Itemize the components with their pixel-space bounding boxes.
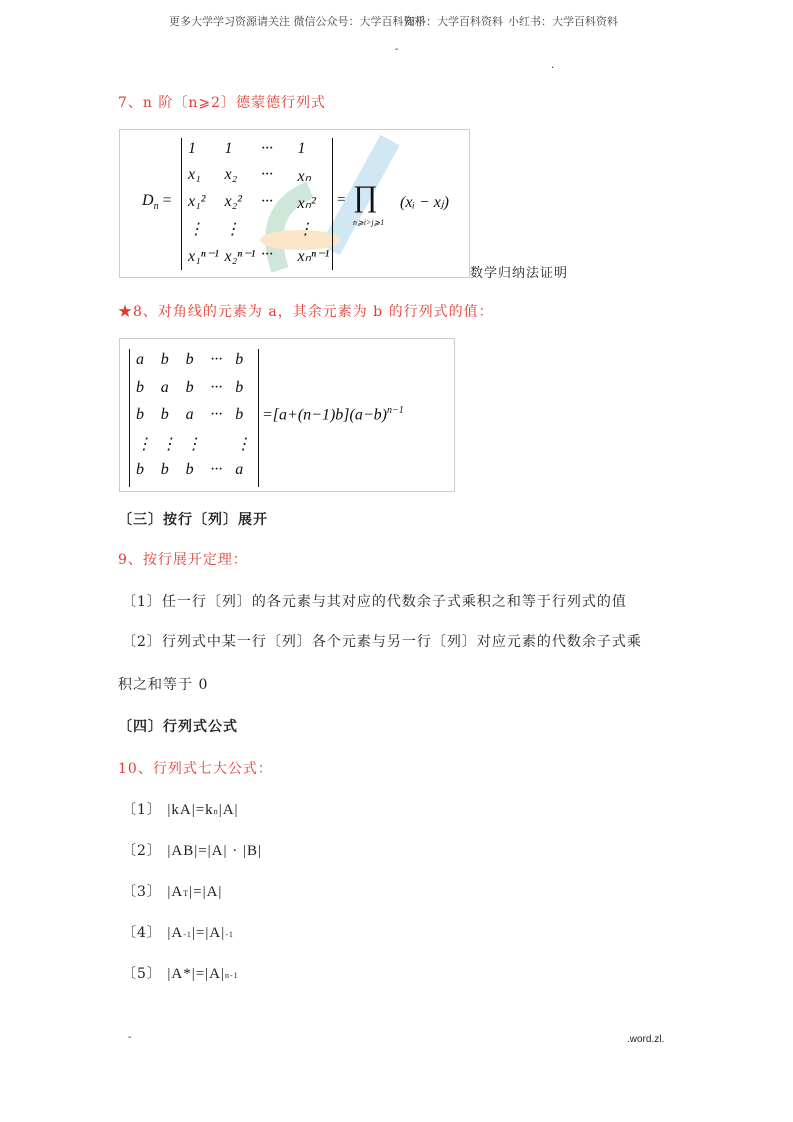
formula-subscript: -1 [183,930,192,939]
footer-right: .word.zl. [627,1034,665,1045]
matrix-cell: ··· [261,166,273,184]
matrix-cell: ⋮ [185,435,202,453]
section-7-title: 7、n 阶〔n⩾2〕德蒙德行列式 [118,95,327,111]
theorem-point-2: 〔2〕行列式中某一行〔列〕各个元素与另一行〔列〕对应元素的代数余子式乘 [122,634,642,650]
matrix-cell: ··· [210,406,223,424]
matrix-cell: ⋮ [136,435,152,453]
matrix-cell: b [235,378,244,396]
product-range: n⩾i>j⩾1 [353,218,385,227]
matrix-cell: ⋮ [224,221,241,239]
formula-text-2: |=|A| [189,884,223,900]
formula-number: 〔3〕 [122,884,162,900]
section-9-title: 9、按行展开定理： [118,552,248,568]
matrix-cell: b [185,351,194,368]
matrix-cell: 1 [297,140,306,157]
diagonal-matrix [132,349,256,487]
matrix-cell: xₙⁿ⁻¹ [297,247,330,265]
matrix-cell: b [235,351,244,368]
section-10-title: 10、行列式七大公式： [118,761,273,777]
section-4-heading: 〔四〕行列式公式 [118,719,238,735]
formula-number: 〔4〕 [122,925,162,941]
diagonal-rhs: $=[a+(n-1)b](a-b)^{n-1}$ [262,405,404,424]
header-zhihu: 知乎：大学百科资料 [404,15,503,28]
matrix-cell: ··· [261,140,273,157]
formula-number: 〔5〕 [122,966,162,982]
theorem-point-2-cont: 积之和等于 0 [118,677,209,693]
matrix-cell: ··· [210,378,223,396]
section-8-title: ★8、对角线的元素为 a，其余元素为 b 的行列式的值： [118,304,494,320]
formula-number: 〔1〕 [122,802,162,818]
matrix-cell: x₁² [188,192,206,210]
matrix-cell: b [136,378,144,396]
vandermonde-lhs: $D_n$ = [142,192,172,213]
matrix-cell: b [136,461,144,479]
matrix-cell: b [160,461,169,479]
diagonal-determinant-formula [119,338,455,492]
matrix-cell: ··· [210,351,223,368]
vandermonde-matrix [184,138,330,270]
footer-left: - [128,1032,132,1043]
matrix-cell: a [160,378,169,396]
header-dot: . [551,60,555,71]
header-promo: 更多大学学习资源请关注 微信公众号：大学百科资料 [169,15,426,28]
product-symbol: ∏ [353,180,378,213]
matrix-cell: x₁ⁿ⁻¹ [188,247,219,265]
matrix-cell: 1 [224,140,233,157]
matrix-cell: ··· [261,192,273,210]
formula-item [122,799,239,819]
formula-text: |kA|=k [167,802,214,818]
matrix-cell: 1 [188,140,196,157]
header-dash: - [395,44,399,55]
formula-text: |A [167,925,184,941]
matrix-cell: a [185,406,194,424]
matrix-cell: x₁ [188,166,201,184]
matrix-cell: ⋮ [235,435,252,453]
formula-item [122,840,262,860]
matrix-cell: xₙ² [297,194,316,212]
formula-subscript: T [183,889,190,898]
section-3-heading: 〔三〕按行〔列〕展开 [118,512,268,528]
formula-text: |A [167,884,184,900]
formula-text-2: |A| [218,802,239,818]
formula-number: 〔2〕 [122,843,162,859]
matrix-cell: b [136,406,144,424]
formula-item [122,963,239,983]
induction-note: 数学归纳法证明 [470,266,569,281]
matrix-cell: ⋮ [297,221,314,239]
matrix-cell: xₙ [297,168,311,186]
matrix-cell: a [136,351,144,368]
theorem-point-1: 〔1〕任一行〔列〕的各元素与其对应的代数余子式乘积之和等于行列式的值 [122,594,627,610]
formula-subscript-2: -1 [225,930,234,939]
matrix-cell: b [185,461,194,479]
matrix-cell: b [235,406,244,424]
formula-subscript: n [213,807,219,816]
matrix-cell: b [185,378,194,396]
matrix-cell: ··· [261,245,273,263]
matrix-cell: x₂² [224,192,242,210]
matrix-cell: ⋮ [188,221,204,239]
formula-text-2: |=|A| [191,925,226,941]
matrix-cell: x₂ [224,166,238,184]
formula-text: |AB|=|A| · |B| [167,843,263,859]
header-xiaohongshu: 小红书：大学百科资料 [508,15,618,28]
matrix-cell: b [160,351,169,368]
formula-subscript: n-1 [225,971,239,980]
matrix-cell: a [235,461,244,479]
formula-text: |A*|=|A| [167,966,226,982]
vandermonde-formula: $D_n$ = 1 1 ··· 1 x₁ x₂ ··· xₙ x₁² x₂² ··· xₙ² ⋮ ⋮ ⋮ x₁ⁿ⁻¹ x₂ⁿ⁻¹ ··· xₙⁿ⁻¹ = ∏ n⩾i>j⩾1 (xᵢ − xⱼ) [119,129,470,278]
matrix-cell: ··· [210,461,223,479]
matrix-cell: ⋮ [160,435,177,453]
vandermonde-rhs: (xᵢ − xⱼ) [400,194,449,211]
formula-item [122,881,222,901]
formula-item [122,922,234,942]
matrix-cell: x₂ⁿ⁻¹ [224,247,256,265]
matrix-cell: b [160,406,169,424]
